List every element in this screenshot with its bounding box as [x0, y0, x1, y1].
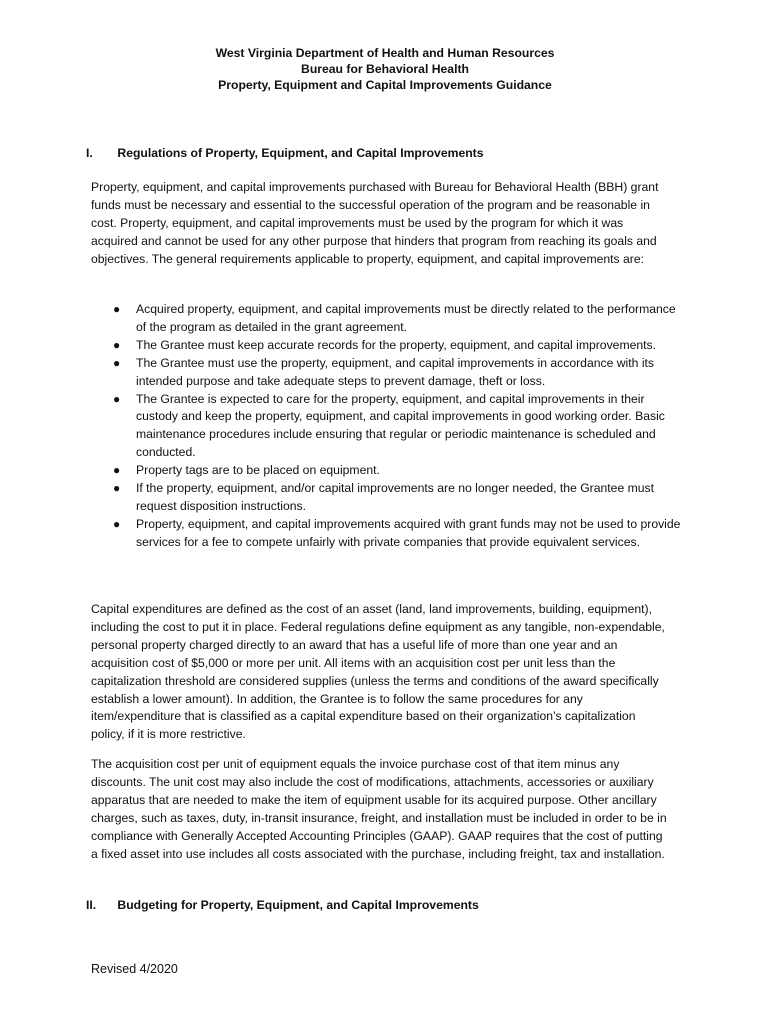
section-2-title: Budgeting for Property, Equipment, and Capital Improvements: [117, 898, 479, 912]
header-bureau: Bureau for Behavioral Health: [301, 62, 469, 76]
section-2-number: II.: [86, 898, 97, 912]
acquisition-cost-paragraph: [91, 756, 667, 863]
bullet-icon: ●: [113, 355, 121, 370]
section-1-heading: [86, 146, 484, 160]
capital-expenditures-paragraph: [91, 601, 667, 744]
acquisition-cost-text: The acquisition cost per unit of equipment equals the invoice purchase cost of that item minus any discounts. The unit cost may also include the cost of modifications, attachments, accessories or auxiliary apparatus that are needed to make the item of equipment usable for its acquired purpose. Other ancillary charges, such as taxes, duty, in-transit insurance, freight, and installation must be included in order to be in compliance with Generally Accepted Accounting Principles (GAAP). GAAP requires that the cost of putting a fixed asset into use includes all costs associated with the purchase, including freight, tax and installation.: [91, 757, 667, 861]
section-2-heading: [86, 898, 479, 912]
intro-text: Property, equipment, and capital improvements purchased with Bureau for Behavioral Health (BBH) grant funds must be necessary and essential to the successful operation of the program and be reasonable in cost. Property, equipment, and capital improvements must be used by the program for which it was acquired and cannot be used for any other purpose that hinders that program from reaching its goals and objectives. The general requirements applicable to property, equipment, and capital improvements are:: [91, 180, 659, 266]
list-item: ● The Grantee must keep accurate records for the property, equipment, and capital improvements.: [91, 337, 681, 355]
bullet-icon: ●: [113, 463, 121, 478]
section-1-number: I.: [86, 146, 93, 160]
header-department: West Virginia Department of Health and Human Resources: [215, 46, 555, 60]
section-1-intro-paragraph: [91, 179, 667, 269]
list-item: ● Acquired property, equipment, and capital improvements must be directly related to the performance of the program as detailed in the grant agreement.: [113, 302, 676, 334]
list-item: ● The Grantee must use the property, equipment, and capital improvements in accordance with its intended purpose and take adequate steps to prevent damage, theft or loss.: [113, 355, 655, 388]
list-item: ● Property tags are to be placed on equipment.: [91, 462, 681, 480]
bullet-icon: ●: [113, 302, 121, 316]
list-item: ● Property, equipment, and capital improvements acquired with grant funds may not be used to provide services for a fee to compete unfairly with private companies that provide equivalent services.: [113, 516, 681, 549]
header-document-title: Property, Equipment and Capital Improvements Guidance: [218, 78, 552, 92]
bullet-icon: ●: [113, 391, 121, 406]
bullet-icon: ●: [113, 481, 121, 496]
bullet-icon: ●: [113, 337, 121, 352]
list-item: ● The Grantee is expected to care for the property, equipment, and capital improvements in their custody and keep the property, equipment, and capital improvements in good working order. Basic maintenance procedures include ensuring that regular or periodic maintenance is scheduled and conducted.: [113, 391, 665, 460]
requirements-list: [91, 301, 681, 552]
revision-footer: Revised 4/2020: [91, 962, 178, 976]
bullet-icon: ●: [113, 516, 121, 531]
document-header: [0, 45, 770, 93]
section-1-title: Regulations of Property, Equipment, and Capital Improvements: [117, 146, 484, 160]
list-item: ● If the property, equipment, and/or capital improvements are no longer needed, the Grantee must request disposition instructions.: [113, 481, 655, 513]
capital-expenditures-text: Capital expenditures are defined as the cost of an asset (land, land improvements, building, equipment), including the cost to put it in place. Federal regulations define equipment as any tangible, non-expendable, personal property charged directly to an award that has a useful life of more than one year and an acquisition cost of $5,000 or more per unit. All items with an acquisition cost per unit less than the capitalization threshold are considered supplies (unless the terms and conditions of the award specifically establish a lower amount). In addition, the Grantee is to follow the same procedures for any item/expenditure that is classified as a capital expenditure based on their organization’s capitalization policy, if it is more restrictive.: [91, 602, 665, 742]
